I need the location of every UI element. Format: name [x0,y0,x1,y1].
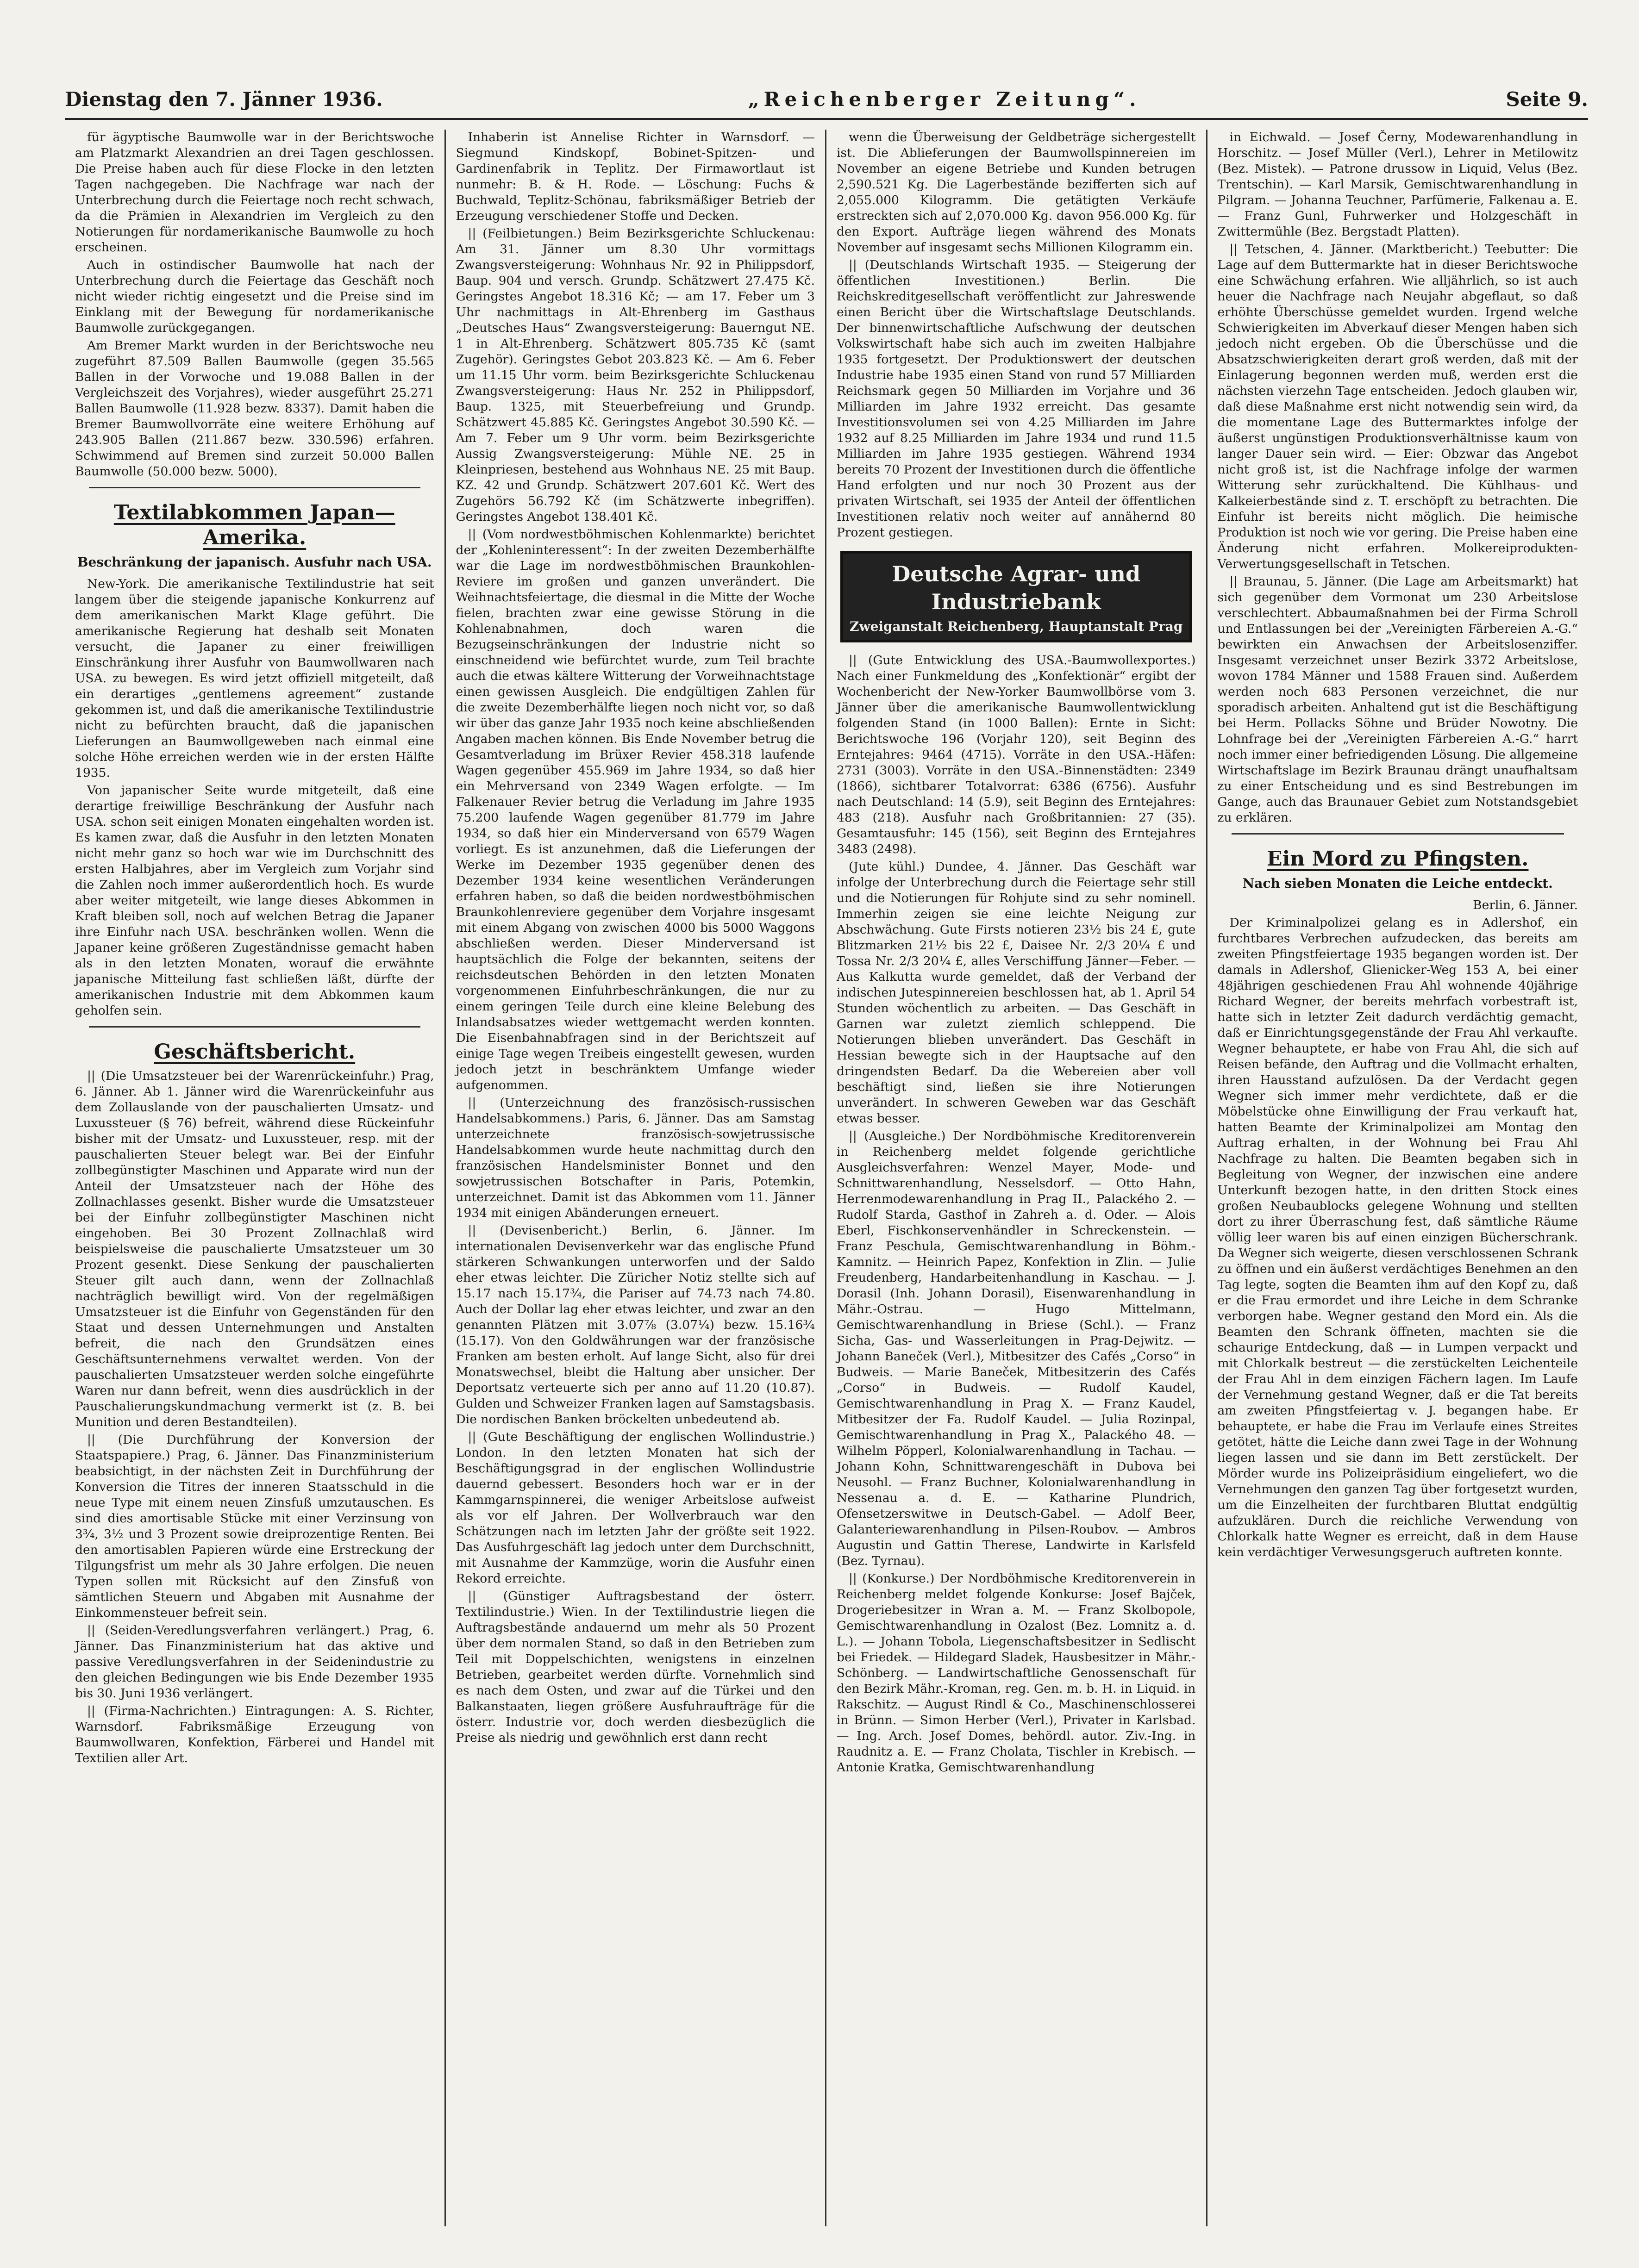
business-item: || (Deutschlands Wirtschaft 1935. — Steigerung der öffentlichen Investitionen.) Berlin. Die Reichskreditgesellschaft veröffentlicht zur Jahreswende einen Bericht über die Wirtschaftslage Deutschlands. Der binnenwirtschaftliche Aufschwung der deutschen Volkswirtschaft habe sich auch im zweiten Halbjahre 1935 fortgesetzt. Der Produktionswert der deutschen Industrie habe 1935 einen Stand von rund 57 Milliarden Reichsmark gegen 50 Milliarden im Vorjahre und 36 Milliarden im Jahre 1932 erreicht. Das gesamte Investitionsvolumen sei von 4.25 Milliarden im Jahre 1932 auf 8.25 Milliarden im Jahre 1934 und rund 11.5 Milliarden im Jahre 1935 gestiegen. Während 1934 bereits 70 Prozent der Investitionen durch die öffentliche Hand erfolgten und nur noch 30 Prozent aus der privaten Wirtschaft, sei 1935 der Anteil der öffentlichen Investitionen relativ noch weiter auf annähernd 80 Prozent gestiegen. [837,258,1196,540]
section-divider [89,1026,420,1028]
column-2 [446,130,827,2226]
textile-article-paragraph: Von japanischer Seite wurde mitgeteilt, daß eine derartige freiwillige Beschränkung der Ausfuhr nach USA. schon seit einigen Monaten eingehalten worden ist. Es kamen zwar, daß die Ausfuhr in den letzten Monaten nicht mehr ganz so hoch war wie im Durchschnitt des ersten Halbjahres, aber im Vergleich zum Vorjahr sind die Zahlen noch immer außerordentlich hoch. Es wurde aber weiter mitgeteilt, wie lange dieses Abkommen in Kraft bleiben soll, noch auf welchen Betrag die Japaner ihre Einfuhr nach USA. beschränken wollen. Wenn die Japaner keine größeren Zugeständnisse gemacht haben als in den letzten Monaten, worauf die erwähnte japanische Mitteilung fast schließen läßt, dürfte der amerikanischen Industrie mit dem Abkommen kaum geholfen sein. [75,783,434,1018]
business-item: || (Firma-Nachrichten.) Eintragungen: A. S. Richter, Warnsdorf. Fabriksmäßige Erzeugung von Baumwollwaren, Konfektion, Färberei und Handel mit Textilien aller Art. [75,1704,434,1765]
newspaper-title: „Reichenberger Zeitung“. [748,88,1141,111]
business-item: || (Konkurse.) Der Nordböhmische Kreditorenverein in Reichenberg meldet folgende Konkurse: Josef Bajček, Drogeriebesitzer in Wran a. M. — Franz Skolbopole, Gemischtwarenhandlung in Ozalost (Bez. Lomnitz a. d. L.). — Johann Tobola, Liegenschaftsbesitzer in Sedlischt bei Friedek. — Hildegard Sladek, Hausbesitzer in Mähr.-Schönberg. — Landwirtschaftliche Genossenschaft für den Bezirk Mähr.-Kroman, reg. Gen. m. b. H. in Liquid. in Rakschitz. — August Rindl & Co., Maschinenschlosserei in Brünn. — Simon Herber (Verl.), Privater in Karlsbad. — Ing. Arch. Josef Domes, behördl. autor. Ziv.-Ing. in Raudnitz a. E. — Franz Cholata, Tischler in Krebisch. — Antonie Kratka, Gemischtwarenhandlung [837,1571,1196,1775]
murder-subheadline: Nach sieben Monaten die Leiche entdeckt. [1242,876,1553,891]
bank-ad-subtitle: Zweiganstalt Reichenberg, Hauptanstalt Prag [850,619,1183,634]
textile-article-paragraph: New-York. Die amerikanische Textilindustrie hat seit langem über die steigende japanische Konkurrenz auf dem amerikanischen Markt Klage geführt. Die amerikanische Regierung hat deshalb seit Monaten versucht, die Japaner zu einer freiwilligen Einschränkung ihrer Ausfuhr von Baumwollwaren nach USA. zu bewegen. Es wird jetzt offiziell mitgeteilt, daß ein derartiges „gentlemens agreement“ zustande gekommen ist, und daß die amerikanische Textilindustrie nicht zu befürchten braucht, daß die japanischen Lieferungen an Baumwollgeweben nach einmal eine solche Höhe erreichen werden wie in der ersten Hälfte 1935. [75,577,434,780]
business-item: (Jute kühl.) Dundee, 4. Jänner. Das Geschäft war infolge der Unterbrechung durch die Feiertage sehr still und die Notierungen für Rohjute sind zu sehr nominell. Immerhin zeigen sie eine leichte Neigung zur Abschwächung. Gute Firsts notieren 23½ bis 24 £, gute Blitzmarken 21½ bis 22 £, Daisee Nr. 2/3 20¼ £ und Tossa Nr. 2/3 20¼ £, alles Verschiffung Jänner—Feber. — Aus Kalkutta wurde gemeldet, daß der Verband der indischen Jutespinnereien beschlossen hat, ab 1. April 54 Stunden wöchentlich zu arbeiten. — Das Geschäft in Garnen war zuletzt ziemlich schleppend. Die Notierungen blieben unverändert. Das Geschäft in Hessian bewegte sich in der Hauptsache auf den dringendsten Bedarf. Da die Webereien aber voll beschäftigt sind, ließen sie ihre Notierungen unverändert. In schweren Geweben war das Geschäft etwas besser. [837,860,1196,1126]
business-item: || (Ausgleiche.) Der Nordböhmische Kreditorenverein in Reichenberg meldet folgende gerichtliche Ausgleichsverfahren: Wenzel Mayer, Mode- und Schnittwarenhandlung, Nesselsdorf. — Otto Hahn, Herrenmodewarenhandlung in Prag II., Palackého 2. — Rudolf Starda, Gasthof in Zahreh a. d. Oder. — Alois Eberl, Fischkonservenhändler in Schreckenstein. — Franz Peschula, Gemischtwarenhandlung in Böhm.-Kamnitz. — Heinrich Papez, Konfektion in Zlin. — Julie Freudenberg, Handarbeitenhandlung in Kaschau. — J. Dorasil (Inh. Johann Dorasil), Eisenwarenhandlung in Mähr.-Ostrau. — Hugo Mittelmann, Gemischtwarenhandlung in Briese (Schl.). — Franz Sicha, Gas- und Wasserleitungen in Prag-Dejwitz. — Johann Baneček (Verl.), Mitbesitzer des Cafés „Corso“ in Budweis. — Marie Baneček, Mitbesitzerin des Cafés „Corso“ in Budweis. — Rudolf Kaudel, Gemischtwarenhandlung in Prag X. — Franz Kaudel, Mitbesitzer der Fa. Rudolf Kaudel. — Julia Rozinpal, Gemischtwarenhandlung in Prag X., Palackého 48. — Wilhelm Pöpperl, Kolonialwarenhandlung in Tachau. — Johann Kohn, Schnittwarengeschäft in Dubova bei Neusohl. — Franz Buchner, Kolonialwarenhandlung in Nessenau a. d. E. — Katharine Plundrich, Ofensetzerswitwe in Deutsch-Gabel. — Adolf Beer, Galanteriewarenhandlung in Pilsen-Roubov. — Ambros Augustin und Gattin Therese, Landwirte in Karlsfeld (Bez. Tyrnau). [837,1129,1196,1568]
business-item: || Tetschen, 4. Jänner. (Marktbericht.) Teebutter: Die Lage auf dem Buttermarkte hat in dieser Berichtswoche eine Schwächung erfahren. Wie alljährlich, so ist auch heuer die Nachfrage nach Neujahr abgeflaut, so daß erhöhte Überschüsse gemeldet wurden. Irgend welche Schwierigkeiten im Abverkauf dieser Mengen haben sich jedoch nicht ergeben. Ob die Überschüsse und die Absatzschwierigkeiten derart groß werden, daß mit der Einlagerung begonnen werden muß, werden erst die nächsten vierzehn Tage entscheiden. Jedoch glauben wir, daß diese Maßnahme erst nicht notwendig sein wird, da die momentane Lage des Buttermarktes infolge der äußerst ungünstigen Produktionsverhältnisse kaum von langer Dauer sein wird. — Eier: Obzwar das Angebot nicht groß ist, ist die Nachfrage infolge der warmen Witterung sehr zurückhaltend. Die Kühlhaus- und Kalkeierbestände sind z. T. erschöpft zu betrachten. Die Einfuhr ist bereits nicht möglich. Die heimische Produktion ist noch wie vor gering. Die Preise haben eine Änderung nicht erfahren. Molkereiprodukten-Verwertungsgesellschaft in Tetschen. [1217,242,1578,571]
business-item: || (Die Umsatzsteuer bei der Warenrückeinfuhr.) Prag, 6. Jänner. Ab 1. Jänner wird die Warenrückeinfuhr aus dem Zollauslande von der pauschalierten Umsatz- und Luxussteuer (§ 76) befreit, während diese Rückeinfuhr bisher mit der Umsatz- und Luxussteuer, resp. mit der pauschalierten Steuer belegt war. Bei der Einfuhr zollbegünstigter Maschinen und Apparate wird nun der Anteil der Umsatzsteuer nach der Höhe des Zollnachlasses gesenkt. Bisher wurde die Umsatzsteuer bei der Einfuhr zollbegünstigter Maschinen nicht eingehoben. Bei 30 Prozent Zollnachlaß wird beispielsweise die pauschalierte Umsatzsteuer um 30 Prozent gesenkt. Diese Senkung der pauschalierten Steuer gilt auch dann, wenn der Zollnachlaß nachträglich bewilligt wird. Von der regelmäßigen Umsatzsteuer ist die Einfuhr von Gegenständen für den Staat und dessen Unternehmungen und Anstalten befreit, die nach den Grundsätzen eines Geschäftsunternehmens verwaltet werden. Von der pauschalierten Umsatzsteuer werden solche eingeführte Waren nur dann befreit, wenn dies ausdrücklich in der Pauschalierungskundmachung vermerkt ist (z. B. bei Munition und deren Bestandteilen). [75,1069,434,1429]
textile-agreement-subheadline: Beschränkung der japanisch. Ausfuhr nach USA. [77,555,432,570]
running-head [65,88,1588,111]
murder-article-paragraph: Der Kriminalpolizei gelang es in Adlershof, ein furchtbares Verbrechen aufzudecken, das bereits am zweiten Pfingstfeiertage 1935 begangen worden ist. Der damals in Adlershof, Glienicker-Weg 153 A, bei einer 48jährigen geschiedenen Frau Ahl wohnende 40jährige Richard Wegner, der bereits mehrfach vorbestraft ist, hatte sich in letzter Zeit dadurch verdächtig gemacht, daß er Einrichtungsgegenstände der Frau Ahl verkaufte. Wegner behauptete, er habe von Frau Ahl, die sich auf Reisen befände, den Auftrag und die Vollmacht erhalten, ihren Hausstand aufzulösen. Da der Verdacht gegen Wegner sich immer mehr verdichtete, daß er die Möbelstücke ohne Einwilligung der Frau verkauft hat, hatten Beamte der Kriminalpolizei am Montag den Auftrag erhalten, in der Wohnung bei Frau Ahl Nachfrage zu halten. Die Beamten begaben sich in Begleitung von Wegner, der inzwischen eine andere Unterkunft bezogen hatte, in den dritten Stock eines großen Neubaublocks gelegene Wohnung und stellten dort zu ihrer Überraschung fest, daß sämtliche Räume völlig leer waren bis auf einen einzigen Bücherschrank. Da Wegner sich weigerte, diesen verschlossenen Schrank zu öffnen und ein äußerst verdächtiges Benehmen an den Tag legte, sogten die Beamten ihm auf den Kopf zu, daß er die Frau ermordet und ihre Leiche in dem Schranke verborgen habe. Wegner gestand den Mord ein. Als die Beamten den Schrank öffneten, machten sie die schaurige Entdeckung, daß — in Lumpen verpackt und mit Chlorkalk bestreut — die zerstückelten Leichenteile der Frau Ahl in dem einzigen Fächern lagen. Im Laufe der Vernehmung gestand Wegner, daß er die Tat bereits am zweiten Pfingstfeiertag v. J. begangen habe. Er behauptete, er habe die Frau im Verlaufe eines Streites getötet, hätte die Leiche dann zwei Tage in der Wohnung liegen lassen und sie dann im Bett zerstückelt. Der Mörder wurde ins Polizeipräsidium eingeliefert, wo die Vernehmungen den ganzen Tag über fortgesetzt wurden, um die Einzelheiten der furchtbaren Bluttat endgültig aufzuklären. Durch die reichliche Verwendung von Chlorkalk hatte Wegner es erreicht, daß in dem Hause kein verdächtiger Verwesungsgeruch auftreten konnte. [1217,916,1578,1559]
business-item: || (Gute Entwicklung des USA.-Baumwollexportes.) Nach einer Funkmeldung des „Konfektionär“ ergibt der Wochenbericht der New-Yorker Baumwollbörse vom 3. Jänner über die amerikanische Baumwollentwicklung folgenden Stand (in 1000 Ballen): Ernte in Sicht: Berichtswoche 196 (Vorjahr 120), seit Beginn des Erntejahres: 9464 (4715). Vorräte in den USA.-Häfen: 2731 (3003). Vorräte in den USA.-Binnenstädten: 2349 (1866), sichtbarer Totalvorrat: 6386 (6756). Ausfuhr nach Deutschland: 14 (5.9), seit Beginn des Erntejahres: 483 (218). Ausfuhr nach Großbritannien: 27 (35). Gesamtausfuhr: 145 (156), seit Beginn des Erntejahres 3483 (2498). [837,653,1196,856]
business-item: || (Gute Beschäftigung der englischen Wollindustrie.) London. In den letzten Monaten hat sich der Beschäftigungsgrad in der englischen Wollindustrie dauernd gebessert. Besonders hoch war er in der Kammgarnspinnerei, die weniger Arbeitslose aufweist als vor elf Jahren. Der Wollverbrauch war den Schätzungen nach im letzten Jahr der größte seit 1922. Das Ausfuhrgeschäft lag jedoch unter dem Durchschnitt, mit Ausnahme der Kammzüge, worin die Ausfuhr einen Rekord erreichte. [456,1430,815,1586]
column-3 [826,130,1207,2226]
business-item: wenn die Überweisung der Geldbeträge sichergestellt ist. Die Ablieferungen der Baumwollspinnereien im November an eigene Betriebe und Kunden betrugen 2,590.521 Kg. Die Lagerbestände bezifferten sich auf 2,055.000 Kilogramm. Die getätigten Verkäufe erstreckten sich auf 2,070.000 Kg. davon 956.000 Kg. für den Export. Aufträge liegen während des Monats November auf insgesamt sechs Millionen Kilogramm ein. [837,130,1196,255]
bank-ad-title: Deutsche Agrar- und Industriebank [892,561,1141,614]
dateline: Berlin, 6. Jänner. [1473,898,1578,912]
bank-advertisement [840,551,1192,642]
business-item: || (Unterzeichnung des französisch-russischen Handelsabkommens.) Paris, 6. Jänner. Das am Samstag unterzeichnete französisch-sowjetrussische Handelsabkommen wurde heute nachmittag durch den französischen Handelsminister Bonnet und den sowjetrussischen Botschafter in Paris, Potemkin, unterzeichnet. Damit ist das Abkommen vom 11. Jänner 1934 mit einigen Abänderungen erneuert. [456,1096,815,1220]
business-item: || (Günstiger Auftragsbestand der österr. Textilindustrie.) Wien. In der Textilindustrie liegen die Auftragsbestände andauernd um mehr als 50 Prozent über dem normalen Stand, so daß in den Betrieben zum Teil mit Doppelschichten, wenigstens in einzelnen Betrieben, gearbeitet werden dürfte. Vornehmlich sind es nach dem Osten, und zwar auf die Türkei und den Balkanstaaten, liegen größere Ausfuhraufträge für die österr. Industrie vor, doch werden diesbezüglich die Preise als niedrig und gewöhnlich erst dann recht [456,1589,815,1745]
section-divider [1232,833,1564,835]
business-item: Inhaberin ist Annelise Richter in Warnsdorf. — Siegmund Kindskopf, Bobinet-Spitzen- und Gardinenfabrik in Teplitz. Der Firmawortlaut ist nunmehr: B. & H. Rode. — Löschung: Fuchs & Buchwald, Teplitz-Schönau, fabriksmäßiger Betrieb der Erzeugung verschiedener Stoffe und Decken. [456,130,815,223]
business-item: || (Die Durchführung der Konversion der Staatspapiere.) Prag, 6. Jänner. Das Finanzministerium beabsichtigt, in der nächsten Zeit in Durchführung der Konversion die Titres der inneren Staatsschuld in die neue Type mit einem neuen Zinsfuß umzutauschen. Es sind dies amortisable Stücke mit einer Verzinsung von 3¾, 3½ und 3 Prozent sowie dreiprozentige Renten. Bei den amortisablen Papieren würde eine Erstreckung der Tilgungsfrist um mehr als 30 Jahre erfolgen. Die neuen Typen sollen mit Rücksicht auf den Zinsfuß von sämtlichen Steuern und Abgaben mit Ausnahme der Einkommensteuer befreit sein. [75,1433,434,1620]
header-rule [65,118,1588,120]
article-columns [65,130,1588,2226]
business-item: || (Feilbietungen.) Beim Bezirksgerichte Schluckenau: Am 31. Jänner um 8.30 Uhr vormittags Zwangsversteigerung: Wohnhaus Nr. 92 in Philippsdorf, Baup. 904 und versch. Grundp. Schätzwert 27.475 Kč. Geringstes Angebot 18.316 Kč; — am 17. Feber um 3 Uhr nachmittags in Alt-Ehrenberg im Gasthaus „Deutsches Haus“ Zwangsversteigerung: Bauerngut NE. 1 in Alt-Ehrenberg. Schätzwert 805.735 Kč (samt Zugehör). Geringstes Gebot 203.823 Kč. — Am 6. Feber um 11.15 Uhr vorm. beim Bezirksgerichte Schluckenau Zwangsversteigerung: Haus Nr. 252 in Philippsdorf, Baup. 1325, mit Steuerbefreiung und Grundp. Schätzwert 45.885 Kč. Geringstes Angebot 30.590 Kč. — Am 7. Feber um 9 Uhr vorm. beim Bezirksgerichte Aussig Zwangsversteigerung: Mühle NE. 25 in Kleinpriesen, bestehend aus Wohnhaus NE. 25 mit Baup. KZ. 42 und Grundp. Schätzwert 207.601 Kč. Wert des Zugehörs 56.792 Kč (im Schätzwerte inbegriffen). Geringstes Angebot 138.401 Kč. [456,226,815,524]
page-number: Seite 9. [1506,88,1588,111]
section-divider [89,487,420,488]
bremen-market-paragraph: Am Bremer Markt wurden in der Berichtswoche neu zugeführt 87.509 Ballen Baumwolle (gegen 35.565 Ballen in der Vorwoche und 19.088 Ballen in der Vergleichszeit des Vorjahres), wieder ausgeführt 25.271 Ballen Baumwolle (11.928 bezw. 8337). Damit haben die Bremer Baumwollvorräte eine weitere Erhöhung auf 243.905 Ballen (211.867 bezw. 330.596) erfahren. Schwimmend auf Bremen sind zurzeit 50.000 Ballen Baumwolle (50.000 bezw. 5000). [75,338,434,479]
cotton-egypt-paragraph: für ägyptische Baumwolle war in der Berichtswoche am Platzmarkt Alexandrien an drei Tagen geschlossen. Die Preise haben auch für diese Flocke in den letzten Tagen nachgegeben. Die Nachfrage war nach der Unterbrechung durch die Feiertage noch recht schwach, da die Prämien in Alexandrien im Vergleich zu den Notierungen für nordamerikanische Baumwolle zu hoch erscheinen. [75,130,434,255]
business-item: || (Seiden-Veredlungsverfahren verlängert.) Prag, 6. Jänner. Das Finanzministerium hat das aktive und passive Veredlungsverfahren in der Seidenindustrie zu den gleichen Bedingungen wie bis Ende Dezember 1935 bis 30. Juni 1936 verlängert. [75,1623,434,1701]
cotton-india-paragraph: Auch in ostindischer Baumwolle hat nach der Unterbrechung durch die Feiertage das Geschäft noch nicht wieder richtig eingesetzt und die Preise sind im Einklang mit der Bewegung für nordamerikanische Baumwolle zurückgegangen. [75,258,434,335]
business-item: || (Devisenbericht.) Berlin, 6. Jänner. Im internationalen Devisenverkehr war das englische Pfund stärkeren Schwankungen unterworfen und der Saldo eher etwas leichter. Die Züricher Notiz stellte sich auf 15.17 nach 15.17¾, die Pariser auf 74.73 nach 74.80. Auch der Dollar lag eher etwas leichter, und zwar an den genannten Plätzen mit 3.07⅞ (3.07¼) bezw. 15.16¾ (15.17). Von den Goldwährungen war der französische Franken am besten erholt. Auf lange Sicht, also für drei Monatswechsel, bleibt die Haltung aber unsicher. Der Deportsatz verteuerte sich per anno auf 11.20 (10.87). Gulden und Schweizer Franken lagen auf Samstagsbasis. Die nordischen Banken bröckelten unbedeutend ab. [456,1223,815,1427]
business-report-headline: Geschäftsbericht. [154,1040,356,1064]
business-item: || Braunau, 5. Jänner. (Die Lage am Arbeitsmarkt) hat sich gegenüber dem Vormonat um 230 Arbeitslose verschlechtert. Abbaumaßnahmen bei der Firma Schroll und Entlassungen bei der „Vereinigten Färbereien A.-G.“ bewirkten ein Anwachsen der Arbeitslosenziffer. Insgesamt verzeichnet unser Bezirk 3372 Arbeitslose, wovon 1784 Männer und 1588 Frauen sind. Außerdem werden noch 683 Personen verzeichnet, die nur sporadisch arbeiten. Anhaltend gut ist die Beschäftigung bei Herm. Pollacks Söhne und Brüder Nowotny. Die Lohnfrage bei der „Vereinigten Färbereien A.-G.“ harrt noch immer einer befriedigenden Lösung. Die allgemeine Wirtschaftslage im Bezirk Braunau drängt unaufhaltsam zu einer Entscheidung und es sind Bestrebungen im Gange, auch das Braunauer Gebiet zum Notstandsgebiet zu erklären. [1217,574,1578,825]
column-1 [65,130,446,2226]
business-item: || (Vom nordwestböhmischen Kohlenmarkte) berichtet der „Kohleninteressent“: In der zweiten Dezemberhälfte war die Lage im nordwestböhmischen Braunkohlen-Reviere im großen und ganzen unverändert. Die Weihnachtsfeiertage, die diesmal in die Mitte der Woche fielen, brachten zwar eine gewisse Störung in die Kohlenabnahmen, doch waren die Bezugseinschränkungen der Industrie nicht so einschneidend wie befürchtet wurde, zum Teil brachte auch die etwas kältere Witterung der Vorweihnachtstage einen gewissen Ausgleich. Die endgültigen Zahlen für die zweite Dezemberhälfte liegen noch nicht vor, so daß wir über das ganze Jahr 1935 noch keine abschließenden Angaben machen können. Bis Ende November betrug die Gesamtverladung im Brüxer Revier 458.318 laufende Wagen gegenüber 455.969 im Jahre 1934, so daß hier ein Mehrversand von 2349 Wagen erfolgte. — Im Falkenauer Revier betrug die Verladung im Jahre 1935 75.200 laufende Wagen gegenüber 81.779 im Jahre 1934, so daß hier ein Minderversand von 6579 Wagen vorliegt. Es ist anzunehmen, daß die Lieferungen der Werke im Dezember 1935 gegenüber denen des Dezember 1934 keine wesentlichen Veränderungen erfahren haben, so daß die beiden nordwestböhmischen Braunkohlenreviere gegenüber dem Vorjahre insgesamt mit einem Abgang von zwischen 4000 bis 5000 Waggons abschließen werden. Dieser Minderversand ist hauptsächlich die Folge der bekannten, seitens der reichsdeutschen Behörden in den letzten Monaten vorgenommenen Einfuhrbeschränkungen, die nur zu einem geringen Teile durch eine kleine Belebung des Inlandsabsatzes wieder wettgemacht werden konnten. Die Eisenbahnabfragen sind in der Berichtszeit auf einige Tage wegen Treibeis eingestellt gewesen, wurden jedoch jetzt in beschränktem Umfange wieder aufgenommen. [456,527,815,1092]
textile-agreement-headline: Textilabkommen Japan—Amerika. [113,501,395,549]
murder-headline: Ein Mord zu Pfingsten. [1267,847,1529,871]
column-4 [1207,130,1589,2226]
issue-date: Dienstag den 7. Jänner 1936. [65,88,383,111]
business-item: in Eichwald. — Josef Černy, Modewarenhandlung in Horschitz. — Josef Müller (Verl.), Lehrer in Metilowitz (Bez. Mistek). — Patrone drussow in Liquid, Velus (Bez. Trentschin). — Karl Marsik, Gemischtwarenhandlung in Pilgram. — Johanna Teuchner, Parfümerie, Falkenau a. E. — Franz Gunl, Fuhrwerker und Holzgeschäft in Zwittermühle (Bez. Bergstadt Platten). [1217,130,1578,239]
